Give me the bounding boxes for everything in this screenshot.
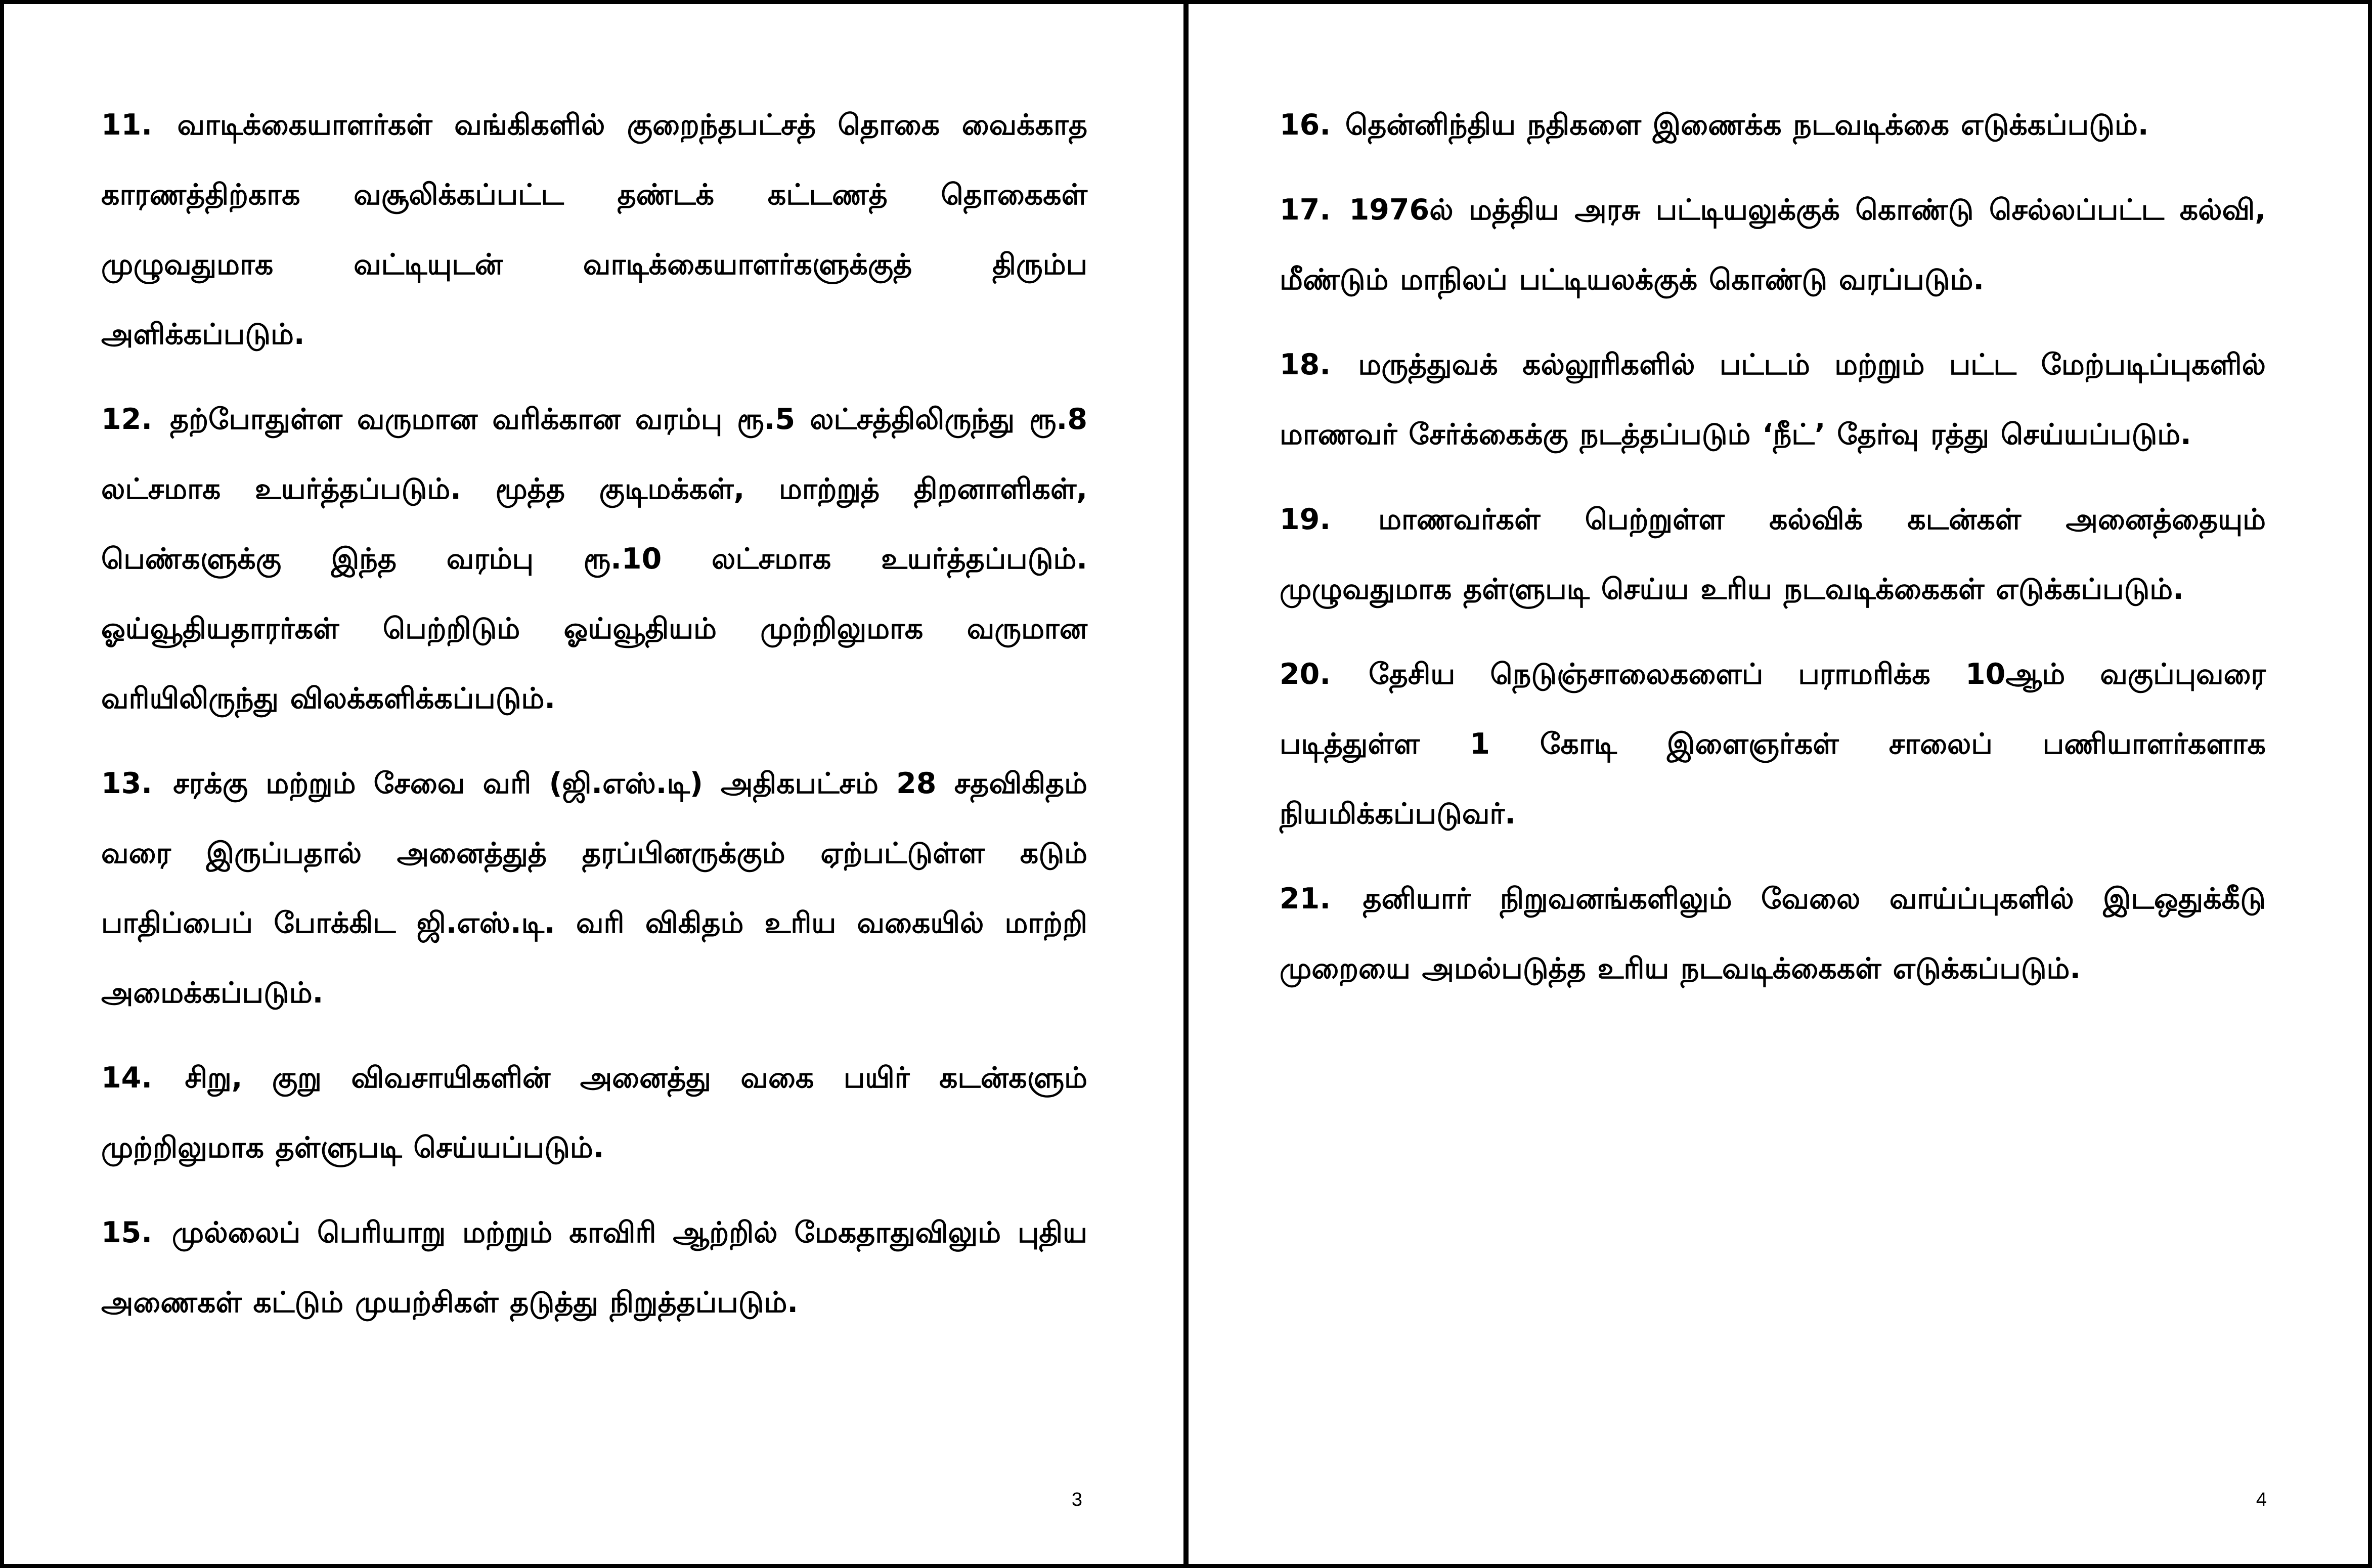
item-text: முல்லைப் பெரியாறு மற்றும் காவிரி ஆற்றில் மேகதாதுவிலும் புதிய அணைகள் கட்டும் முயற்சிகள் தடுத்து நிறுத்தப்படும். (101, 1216, 1087, 1319)
item-text: சரக்கு மற்றும் சேவை வரி (ஜி.எஸ்.டி) அதிகபட்சம் 28 சதவிகிதம் வரை இருப்பதால் அனைத்துத் தரப்பினருக்கும் ஏற்பட்டுள்ள கடும் பாதிப்பைப் போக்கிட ஜி.எஸ்.டி. வரி விகிதம் உரிய வகையில் மாற்றி அமைக்கப்படும். (101, 767, 1087, 1010)
item-text: மாணவர்கள் பெற்றுள்ள கல்விக் கடன்கள் அனைத்தையும் முழுவதுமாக தள்ளுபடி செய்ய உரிய நடவடிக்கைகள் எடுக்கப்படும். (1280, 503, 2266, 606)
item-text: சிறு, குறு விவசாயிகளின் அனைத்து வகை பயிர் கடன்களும் முற்றிலுமாக தள்ளுபடி செய்யப்படும். (101, 1061, 1087, 1164)
list-item-13 (101, 749, 1087, 1028)
list-item-19 (1280, 485, 2266, 624)
list-item-15 (101, 1198, 1087, 1337)
item-number: 18. (1280, 348, 1331, 381)
list-item-20 (1280, 639, 2266, 849)
item-text: தென்னிந்திய நதிகளை இணைக்க நடவடிக்கை எடுக்கப்படும். (1345, 108, 2149, 142)
item-number: 11. (101, 108, 152, 142)
item-number: 14. (101, 1061, 152, 1095)
list-item-21 (1280, 864, 2266, 1004)
list-item-11 (101, 90, 1087, 369)
list-item-14 (101, 1043, 1087, 1183)
list-item-17 (1280, 175, 2266, 315)
list-item-12 (101, 384, 1087, 733)
item-text: தனியார் நிறுவனங்களிலும் வேலை வாய்ப்புகளில் இடஒதுக்கீடு முறையை அமல்படுத்த உரிய நடவடிக்கைகள் எடுக்கப்படும். (1280, 882, 2266, 985)
item-text: 1976ல் மத்திய அரசு பட்டியலுக்குக் கொண்டு செல்லப்பட்ட கல்வி, மீண்டும் மாநிலப் பட்டியலக்குக் கொண்டு வரப்படும். (1280, 193, 2266, 296)
item-number: 16. (1280, 108, 1331, 142)
list-item-16 (1280, 90, 2266, 160)
page-4-content (1280, 90, 2266, 1019)
item-number: 19. (1280, 503, 1331, 536)
page-number: 3 (1071, 1489, 1082, 1510)
item-text: தேசிய நெடுஞ்சாலைகளைப் பராமரிக்க 10ஆம் வகுப்புவரை படித்துள்ள 1 கோடி இளைஞர்கள் சாலைப் பணியாளர்களாக நியமிக்கப்படுவர். (1280, 658, 2266, 831)
item-number: 21. (1280, 882, 1331, 916)
list-item-18 (1280, 330, 2266, 469)
page-3-content (101, 90, 1087, 1353)
item-number: 15. (101, 1216, 152, 1249)
item-number: 12. (101, 403, 152, 436)
item-text: வாடிக்கையாளர்கள் வங்கிகளில் குறைந்தபட்சத் தொகை வைக்காத காரணத்திற்காக வசூலிக்கப்பட்ட தண்டக் கட்டணத் தொகைகள் முழுவதுமாக வட்டியுடன் வாடிக்கையாளர்களுக்குத் திரும்ப அளிக்கப்படும். (101, 108, 1087, 351)
page-4 (1186, 0, 2372, 1568)
page-number: 4 (2256, 1489, 2267, 1510)
item-number: 20. (1280, 658, 1331, 691)
item-number: 17. (1280, 193, 1331, 227)
item-number: 13. (101, 767, 152, 800)
item-text: தற்போதுள்ள வருமான வரிக்கான வரம்பு ரூ.5 லட்சத்திலிருந்து ரூ.8 லட்சமாக உயர்த்தப்படும். மூத்த குடிமக்கள், மாற்றுத் திறனாளிகள், பெண்களுக்கு இந்த வரம்பு ரூ.10 லட்சமாக உயர்த்தப்படும். ஓய்வூதியதாரர்கள் பெற்றிடும் ஓய்வூதியம் முற்றிலுமாக வருமான வரியிலிருந்து விலக்களிக்கப்படும். (101, 403, 1087, 715)
item-text: மருத்துவக் கல்லூரிகளில் பட்டம் மற்றும் பட்ட மேற்படிப்புகளில் மாணவர் சேர்க்கைக்கு நடத்தப்படும் ‘நீட்’ தேர்வு ரத்து செய்யப்படும். (1280, 348, 2266, 451)
